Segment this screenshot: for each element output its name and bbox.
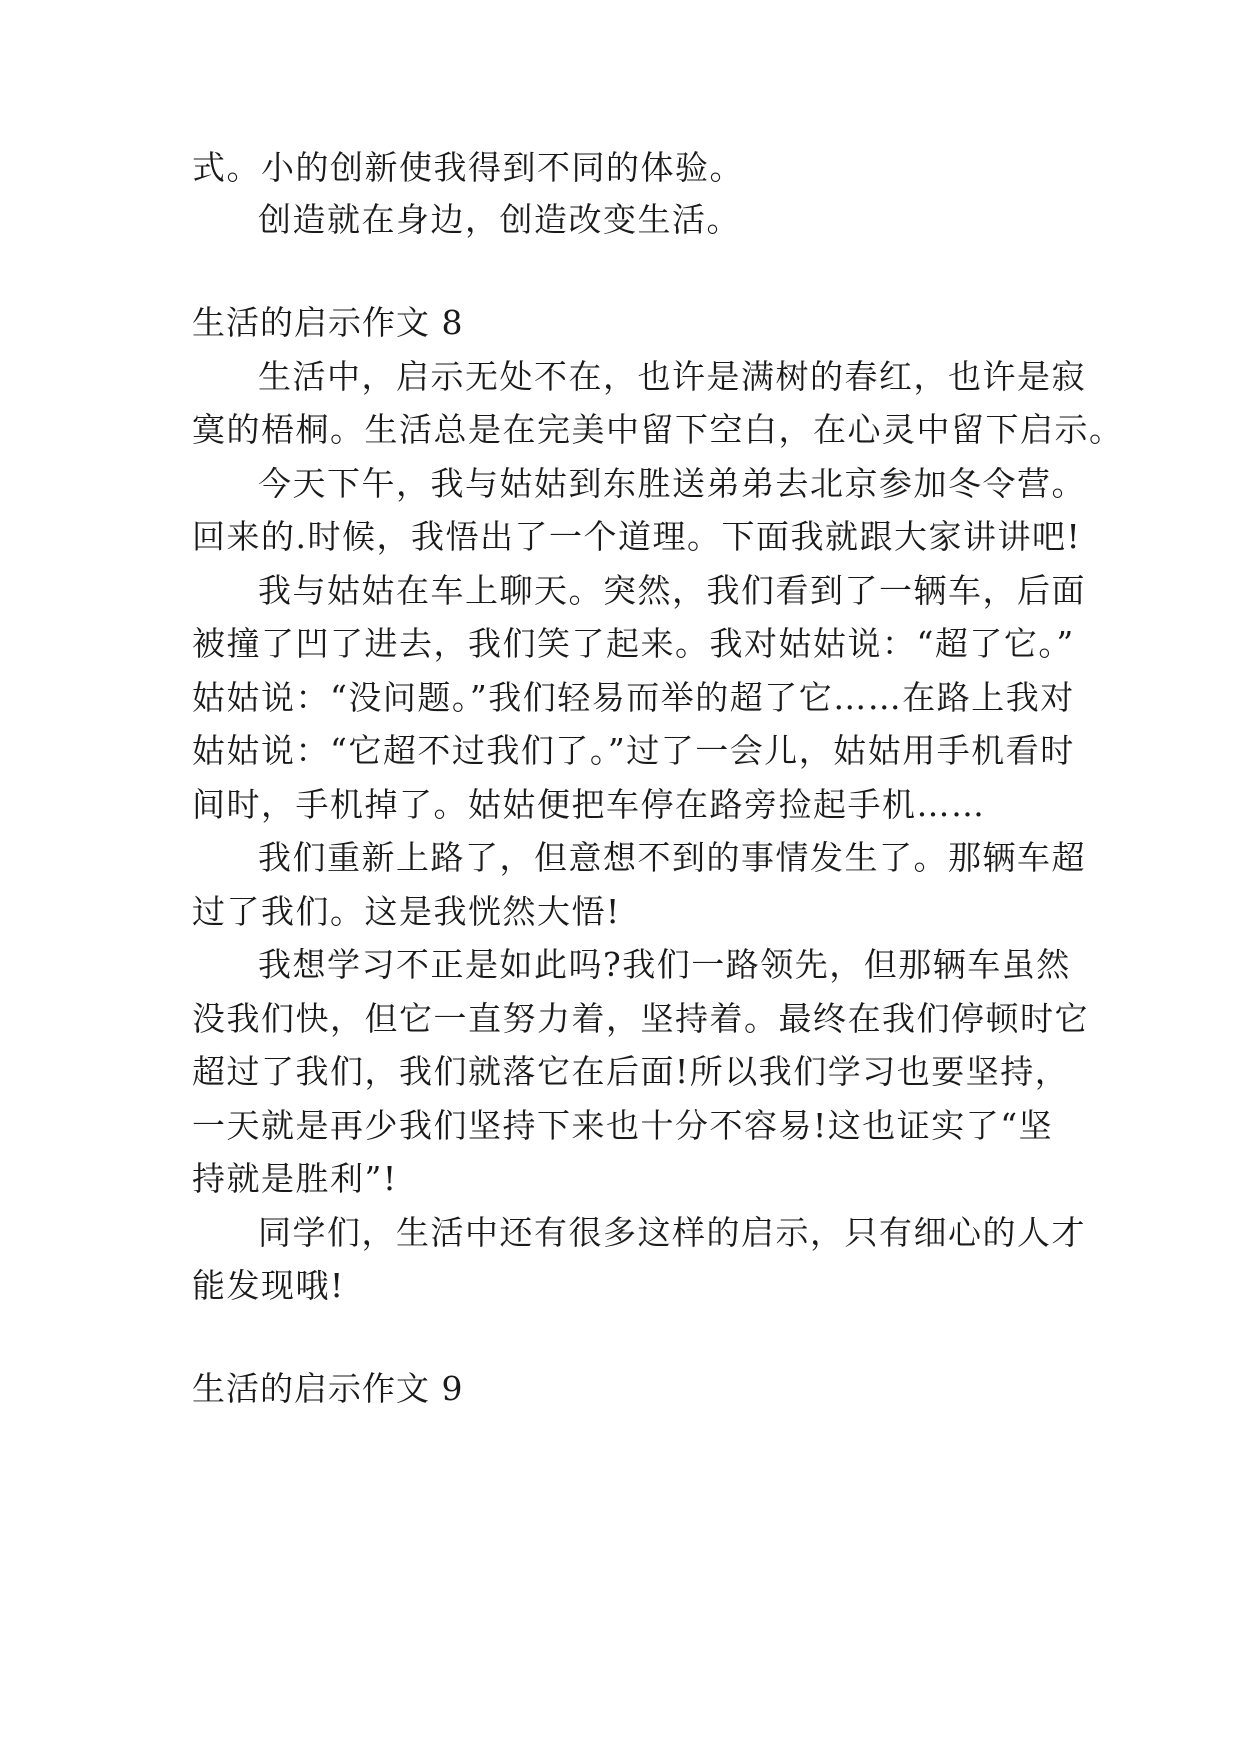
paragraph-line: 间时，手机掉了。姑姑便把车停在路旁捡起手机……: [192, 785, 986, 824]
section-heading: 生活的启示作文 8: [192, 303, 464, 342]
paragraph-line: 被撞了凹了进去，我们笑了起来。我对姑姑说：“超了它。”: [192, 624, 1075, 663]
paragraph-line: 同学们，生活中还有很多这样的启示，只有细心的人才: [258, 1213, 1086, 1252]
paragraph-line: 能发现哦!: [192, 1266, 345, 1305]
paragraph-line: 没我们快，但它一直努力着，坚持着。最终在我们停顿时它: [192, 999, 1089, 1038]
paragraph-line: 持就是胜利”!: [192, 1159, 398, 1198]
paragraph-line: 式。小的创新使我得到不同的体验。: [192, 148, 744, 187]
paragraph-line: 过了我们。这是我恍然大悟!: [192, 892, 621, 931]
paragraph-line: 姑姑说：“它超不过我们了。”过了一会儿，姑姑用手机看时: [192, 731, 1075, 770]
paragraph-line: 回来的.时候，我悟出了一个道理。下面我就跟大家讲讲吧!: [192, 517, 1082, 556]
paragraph-line: 一天就是再少我们坚持下来也十分不容易!这也证实了“坚: [192, 1106, 1054, 1145]
paragraph-line: 生活中，启示无处不在，也许是满树的春红，也许是寂: [258, 357, 1086, 396]
paragraph-line: 超过了我们，我们就落它在后面!所以我们学习也要坚持，: [192, 1052, 1070, 1091]
paragraph-line: 我与姑姑在车上聊天。突然，我们看到了一辆车，后面: [258, 571, 1086, 610]
paragraph-line: 创造就在身边，创造改变生活。: [258, 200, 741, 239]
paragraph-line: 寞的梧桐。生活总是在完美中留下空白，在心灵中留下启示。: [192, 410, 1124, 449]
paragraph-line: 今天下午，我与姑姑到东胜送弟弟去北京参加冬令营。: [258, 464, 1086, 503]
paragraph-line: 姑姑说：“没问题。”我们轻易而举的超了它……在路上我对: [192, 678, 1075, 717]
section-heading: 生活的启示作文 9: [192, 1369, 464, 1408]
paragraph-line: 我们重新上路了，但意想不到的事情发生了。那辆车超: [258, 838, 1086, 877]
paragraph-line: 我想学习不正是如此吗?我们一路领先，但那辆车虽然: [258, 945, 1071, 984]
